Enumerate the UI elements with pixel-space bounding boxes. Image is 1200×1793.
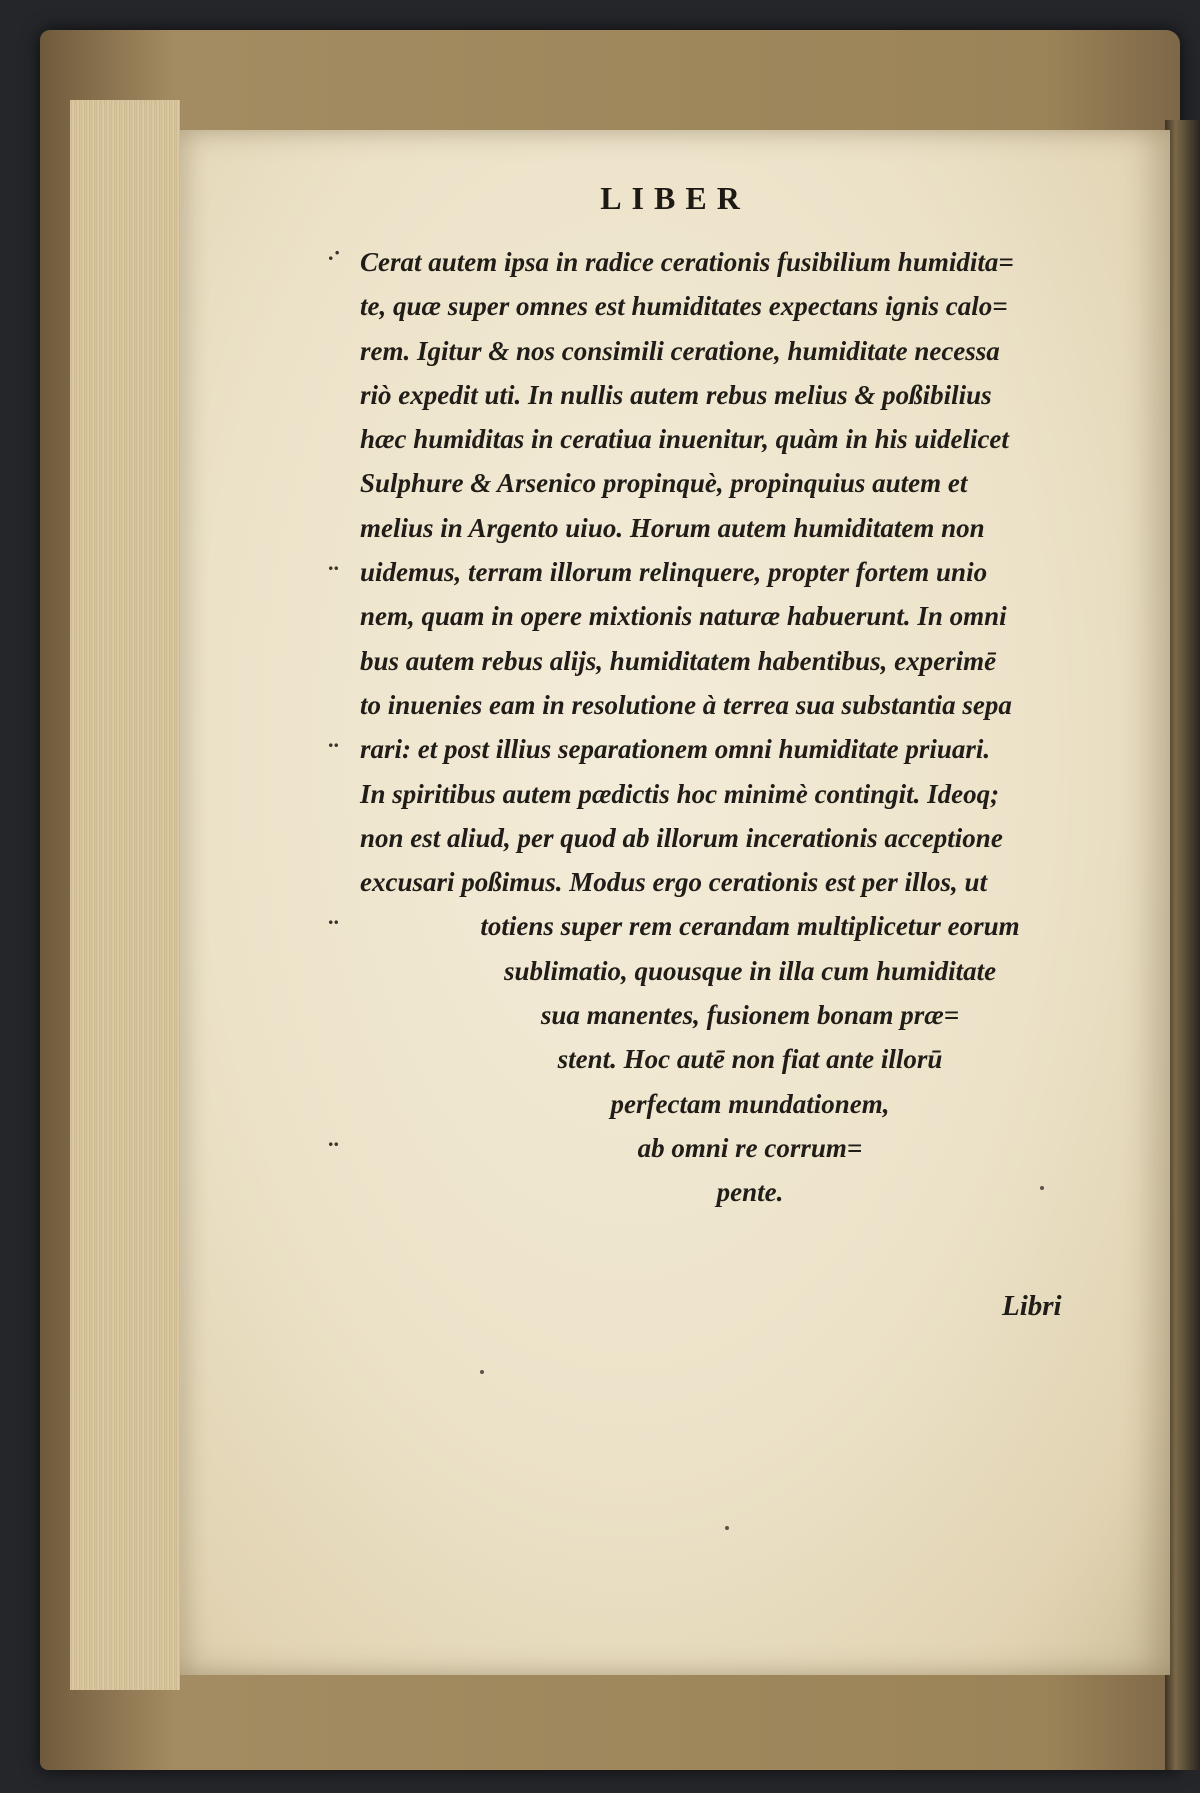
text-line: totiens super rem cerandam multiplicetur eorum (480, 911, 1020, 942)
text-line: ab omni re corrum= (637, 1132, 863, 1163)
book-page (180, 130, 1170, 1675)
text-line: stent. Hoc autē non fiat ante illorū (557, 1044, 943, 1075)
text-line: sua manentes, fusionem bonam præ= (540, 1000, 960, 1031)
text-line: hæc humiditas in ceratiua inuenitur, quàm in his uidelicet (360, 424, 1009, 455)
text-line: non est aliud, per quod ab illorum incerationis acceptione (360, 822, 1003, 853)
margin-mark: .· (328, 240, 341, 265)
catchword: Libri (1002, 1290, 1062, 1322)
ink-speck (480, 1370, 484, 1374)
text-line: nem, quam in opere mixtionis naturæ habuerunt. In omni (360, 601, 1007, 632)
text-line: perfectam mundationem, (610, 1088, 890, 1119)
main-text (360, 240, 1140, 1215)
text-line: rem. Igitur & nos consimili ceratione, humiditate necessa (360, 335, 1000, 366)
text-line: Cerat autem ipsa in radice cerationis fusibilium humidita= (360, 247, 1014, 277)
text-line: Sulphure & Arsenico propinquè, propinquius autem et (360, 468, 968, 499)
ink-speck (725, 1526, 729, 1530)
text-line: In spiritibus autem pædictis hoc minimè contingit. Ideoq; (360, 778, 1000, 809)
text-line: riò expedit uti. In nullis autem rebus melius & poßibilius (360, 379, 992, 410)
running-head: LIBER (600, 180, 750, 216)
ink-speck (1040, 1186, 1044, 1190)
text-line: rari: et post illius separationem omni humiditate priuari. (360, 734, 991, 765)
margin-mark: .. (328, 727, 339, 752)
binding-gutter (1165, 120, 1200, 1770)
text-line: to inuenies eam in resolutione à terrea sua substantia sepa (360, 689, 1012, 720)
text-line: pente. (716, 1177, 784, 1208)
text-line: melius in Argento uiuo. Horum autem humiditatem non (360, 512, 985, 543)
text-line: te, quæ super omnes est humiditates expectans ignis calo= (360, 291, 1008, 322)
text-line: uidemus, terram illorum relinquere, propter fortem unio (360, 557, 988, 588)
text-line: sublimatio, quousque in illa cum humiditate (503, 955, 997, 986)
margin-mark: .. (328, 550, 339, 575)
margin-mark: .. (328, 1126, 339, 1151)
page-edges (70, 100, 181, 1690)
text-line: bus autem rebus alijs, humiditatem habentibus, experimē (360, 645, 997, 676)
text-line: excusari poßimus. Modus ergo cerationis est per illos, ut (360, 867, 988, 898)
margin-mark: .. (328, 904, 339, 929)
